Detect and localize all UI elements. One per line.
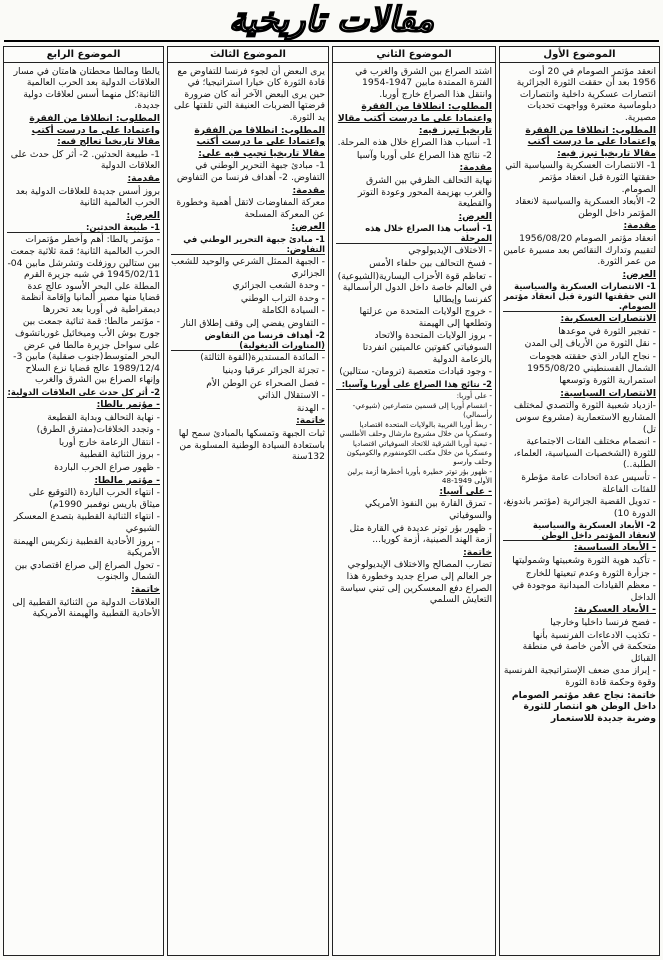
column-heading: الموضوع الثالث: [168, 49, 328, 63]
paragraph: - المائدة المستديرة(القوة الثالثة): [200, 352, 325, 364]
paragraph: - الهدنة: [296, 402, 325, 414]
title-underline: [4, 40, 659, 42]
paragraph: - على آسيا:: [439, 485, 492, 497]
paragraph: الانتصارات العسكرية:: [560, 313, 656, 325]
paragraph: خاتمة:: [296, 415, 325, 427]
paragraph: انعقد مؤتمر الصومام في 20 أوت 1956 بعد أن حققت الثورة الجزائرية انتصارات عسكرية داخلية وانتصارات دبلوماسية معتبرة وواجهت تحديات مصيرية.: [516, 65, 656, 123]
paragraph: - الاختلاف الإيديولوجي: [408, 245, 492, 257]
paragraph: 2- الأبعاد العسكرية والسياسية لانعقاد المؤتمر داخل الوطن: [515, 196, 656, 219]
paragraph: معركة المفاوضات لاتقل أهمية وخطورة عن المعركة المسلحة: [176, 197, 325, 220]
paragraph: - تحول الصراع إلى صراع اقتصادي بين الشمال والجنوب: [14, 559, 160, 583]
paragraph: - فسخ التحالف بين حلفاء الأمس: [369, 257, 492, 269]
paragraph: - على أوربا:: [456, 390, 492, 400]
paragraph: - تأسيس عدة اتحادات عامة مؤطرة للفئات الفاعلة: [521, 472, 656, 495]
paragraph: - جزأرة الثورة وعدم تبعيتها للخارج: [525, 567, 656, 579]
column-heading: الموضوع الأول: [500, 49, 659, 63]
paragraph: يرى البعض أن لجوء فرنسا للتفاوض مع قادة الثورة كان خيارا استراتيجيا؛ في حين يرى البعض الآخر أنه كان ضرورة فرضتها الضربات العنيفة التي تلقتها على يد الثورة.: [174, 65, 325, 123]
column-heading: الموضوع الرابع: [4, 49, 163, 63]
column-topic-2: [332, 46, 496, 956]
paragraph: - بروز الأحادية القطبية زنكريس الهيمنة الأمريكية: [12, 535, 160, 559]
paragraph: العرض:: [291, 221, 325, 233]
paragraph: مقدمة:: [292, 184, 325, 196]
paragraph: استمرارية الثورة وتوسعها: [559, 375, 656, 387]
paragraph: - التفاوض يفضي إلى وقف إطلاق النار: [181, 317, 325, 329]
paragraph: خاتمة:: [131, 583, 160, 595]
paragraph: مقدمة:: [459, 162, 492, 174]
paragraph: - معظم القيادات الميدانية موجودة في الداخل: [512, 580, 656, 603]
paragraph: - تدويل القضية الجزائرية (مؤتمر باندونغ، الدورة 10): [503, 496, 656, 519]
paragraph: - انضمام مختلف الفئات الاجتماعية للثورة (الشخصيات السياسية، العلماء، الطلبة..): [513, 436, 656, 471]
column-body: [503, 66, 656, 725]
paragraph: المطلوب: انطلاقا من الفقرة واعتمادا على ما درست أكتب مقالا تاريخيا تعالج فيه:: [29, 112, 160, 148]
paragraph: العرض:: [622, 268, 656, 280]
paragraph: - وتجدد الخلافات(مفترق الطرق): [36, 424, 160, 436]
paragraph: اشتد الصراع بين الشرق والغرب في الفترة الممتدة مابين 1947-1954 وانتقل هذا الصراع خارج أوربا.: [355, 65, 492, 100]
paragraph: نهاية التحالف الظرفي بين الشرق والغرب بهزيمة المحور وعودة التوتر والقطيعة: [357, 174, 492, 210]
paragraph: - تكذيب الادعاءات الفرنسية بأنها متحكمة في الأمن خاصة في منطقة القبائل: [522, 629, 656, 664]
paragraph: المطلوب: انطلاقا من الفقرة واعتمادا على ما درست أكتب مقالا تاريخيا تبرز فيه:: [525, 124, 656, 159]
paragraph: - تجزئة الجزائر عرقيا ودينيا: [222, 365, 325, 377]
paragraph: -ازدياد شعبية الثورة والتصدي لمختلف المشاريع الاستعمارية (مشروع سوس تل): [513, 400, 656, 435]
paragraph: - تبعية أوربا الشرقية للاتحاد السوفياتي اقتصاديا وعسكريا من خلال مكتب الكومنفورم والكوميكون وحلف وارسو: [346, 438, 492, 466]
paragraph: - الاستقلال الذاتي: [257, 390, 325, 402]
paragraph: 1- مبادئ جبهة التحرير الوطني في التفاوض:: [171, 234, 325, 255]
page-title: مقالات تاريخية: [228, 0, 435, 40]
paragraph: - وجود قيادات متعصبة (ترومان- ستالين): [339, 366, 492, 378]
paragraph: خاتمة: نجاح عقد مؤتمر الصومام داخل الوطن هو انتصار للثورة وضربة جديدة للاستعمار: [511, 689, 656, 724]
paragraph: الانتصارات السياسية:: [560, 387, 656, 399]
paragraph: 1- الانتصارات العسكرية والسياسية التي حققتها الثورة قبل انعقاد مؤتمر الصومام.: [505, 160, 656, 195]
paragraph: - فضح فرنسا داخليا وخارجيا: [550, 616, 656, 628]
paragraph: - ظهور صراع الحرب الباردة: [54, 462, 160, 473]
paragraph: - انتقال الزعامة خارج أوربا: [58, 436, 160, 448]
paragraph: خاتمة:: [463, 546, 492, 558]
paragraph: - وحدة الشعب الجزائري: [232, 280, 325, 292]
column-body: [336, 66, 492, 606]
paragraph: - مؤتمر يالطا:: [96, 399, 160, 411]
paragraph: - نهاية التحالف وبداية القطيعة: [47, 411, 160, 423]
paragraph: ثبات الجبهة وتمسكها بالمبادئ سمح لها باستعادة السيادة الوطنية المسلوبة من 132سنة: [178, 428, 325, 463]
column-topic-3: [167, 46, 329, 956]
columns: [3, 46, 660, 958]
paragraph: - إبراز مدى ضعف الإستراتيجية الفرنسية وقوة وحكمة قادة الثورة: [503, 665, 656, 688]
paragraph: تضارب المصالح والاختلاف الإيديولوجي جر العالم إلى صراع جديد وخطورة هذا الصراع دفع المعسكرين إلى تبني سياسة التعايش السلمي: [339, 559, 492, 606]
column-heading: الموضوع الثاني: [333, 49, 495, 63]
paragraph: 1- أسباب هذا الصراع خلال هذه المرحلة: [336, 223, 492, 244]
paragraph: - خروج الولايات المتحدة من عزلتها وتطلعها إلى الهيمنة: [359, 306, 492, 329]
paragraph: - ظهور بؤر توتر عديدة في القارة مثل أزمة الهند الصينية، أزمة كوريا...: [349, 522, 492, 546]
paragraph: - انقسام أوربا إلى قسمين متصارعين (شيوعي- رأسمالي): [352, 400, 492, 419]
paragraph: - بروز الثنائية القطبية: [79, 449, 160, 461]
paragraph: - الجبهة الممثل الشرعي والوحيد للشعب الجزائري: [171, 255, 325, 279]
paragraph: - مؤتمر مالطا: قمة ثنائية جمعت بين جورج بوش الأب وميخائيل غورباتشوف على سواحل جزيرة مالطا في عرض البحر المتوسط(جنوب صقلية) مابين 3-1989/12/4 عالج قضايا نزع السلاح وإنهاء الصراع بين الشرق والغرب: [13, 316, 160, 386]
paragraph: العلاقات الدولية من الثنائية القطبية إلى الأحادية القطبية والهيمنة الأمريكية: [12, 596, 160, 620]
paragraph: - نقل الثورة من الأرياف إلى المدن: [524, 338, 656, 350]
paragraph: - انتهاء الحرب الباردة (التوقيع على ميثاق باريس نوفمبر 1990م): [28, 487, 160, 510]
column-body: [7, 66, 160, 620]
paragraph: - مؤتمر يالطا: أهم وأخطر مؤتمرات الحرب العالمية الثانية؛ قمة ثلاثية جمعت بين ستالين روزفلت وتشرشل مابين 04-1945/02/11 في شبه جزيرة القرم المطلة على البحر الأسود عالج عدة قضايا منها مصير ألمانيا وإقامة أنظمة ديمقراطية في أوربا بعد تحررها: [7, 234, 160, 315]
paragraph: المطلوب: انطلاقا من الفقرة واعتمادا على ما درست أكتب مقالا تاريخيا تبرز فيه:: [337, 101, 492, 136]
paragraph: 2- نتائج هذا الصراع على أوربا وآسيا: [356, 149, 492, 161]
column-topic-1: [499, 46, 660, 956]
paragraph: مقدمة:: [127, 172, 160, 184]
paragraph: - الأبعاد العسكرية:: [574, 604, 656, 616]
paragraph: 2- نتائج هذا الصراع على أوربا وآسيا:: [336, 379, 492, 390]
paragraph: - تعاظم قوة الأحزاب اليسارية(الشيوعية) في العالم خاصة داخل الدول الرأسمالية كفرنسا وإيطاليا: [337, 270, 492, 305]
paragraph: - وحدة التراب الوطني: [240, 292, 325, 304]
paragraph: بروز أسس جديدة للعلاقات الدولية بعد الحرب العالمية الثانية: [15, 185, 160, 209]
paragraph: العرض:: [458, 210, 492, 222]
paragraph: - مؤتمر مالطا:: [94, 474, 160, 486]
column-body: [171, 66, 325, 463]
paragraph: - تفجير الثورة في موعدها: [558, 325, 656, 337]
paragraph: - فصل الصحراء عن الوطن الأم: [206, 377, 325, 389]
paragraph: 1- طبيعة الحدثين:: [7, 222, 160, 233]
paragraph: 2- أثر كل حدث على العلاقات الدولية:: [7, 387, 160, 398]
paragraph: 2- الأبعاد العسكرية والسياسية لانعقاد المؤتمر داخل الوطن: [503, 520, 656, 541]
paragraph: انعقاد مؤتمر الصومام 1956/08/20 لتقييم وتدارك النقائص بعد مسيرة عامين من عمر الثورة.: [503, 232, 656, 268]
paragraph: - نجاح البادر الذي حققته هجومات الشمال القسنطيني 1955/08/20: [527, 351, 656, 374]
paragraph: - بروز الولايات المتحدة والاتحاد السوفياتي كقوتين عالميتين انفردتا بالزعامة الدولية: [362, 330, 492, 365]
paragraph: 1- أسباب هذا الصراع خلال هذه المرحلة.: [337, 137, 492, 149]
paragraph: - ربط أوربا الغربية بالولايات المتحدة اقتصاديا وعسكريا من خلال مشروع مارشال وحلف الأطلسي: [339, 419, 492, 438]
paragraph: 1- طبيعة الحدثين. 2- أثر كل حدث على العلاقات الدولية: [10, 148, 160, 172]
paragraph: المطلوب: انطلاقا من الفقرة واعتمادا على ما درست أكتب مقالا تاريخيا تجيب فيه على:: [194, 124, 325, 159]
paragraph: - انتهاء الثنائية القطبية بتصدع المعسكر الشيوعي: [13, 511, 160, 534]
paragraph: 1- الانتصارات العسكرية والسياسية التي حققتها الثورة قبل انعقاد مؤتمر الصومام.: [503, 281, 656, 312]
column-topic-4: [3, 46, 164, 956]
paragraph: - ظهور بؤر توتر خطيرة بأوربا أخطرها أزمة برلين الأولى 1949-48: [347, 466, 492, 485]
paragraph: العرض:: [126, 209, 160, 221]
paragraph: مقدمة:: [623, 220, 656, 232]
paragraph: 1- مبادئ جبهة التحرير الوطني في التفاوض. 2- أهداف فرنسا من التفاوض: [176, 160, 325, 183]
paragraph: - تأكيد هوية الثورة وشعبيتها وشموليتها: [512, 554, 656, 566]
title-banner: [0, 0, 663, 44]
paragraph: - تمزق القارة بين النفوذ الأمريكي والسوفياتي: [364, 498, 492, 522]
paragraph: - السيادة الكاملة: [261, 305, 325, 317]
paragraph: يالطا ومالطا محطتان هامتان في مسار العلاقات الدولية بعد الحرب العالمية الثانية؛كل منهما أسس لعلاقات دولية جديدة.: [13, 65, 160, 112]
paragraph: 2- أهداف فرنسا من التفاوض (المناورات الديغولية): [171, 330, 325, 351]
paragraph: - الأبعاد السياسية:: [573, 542, 656, 554]
